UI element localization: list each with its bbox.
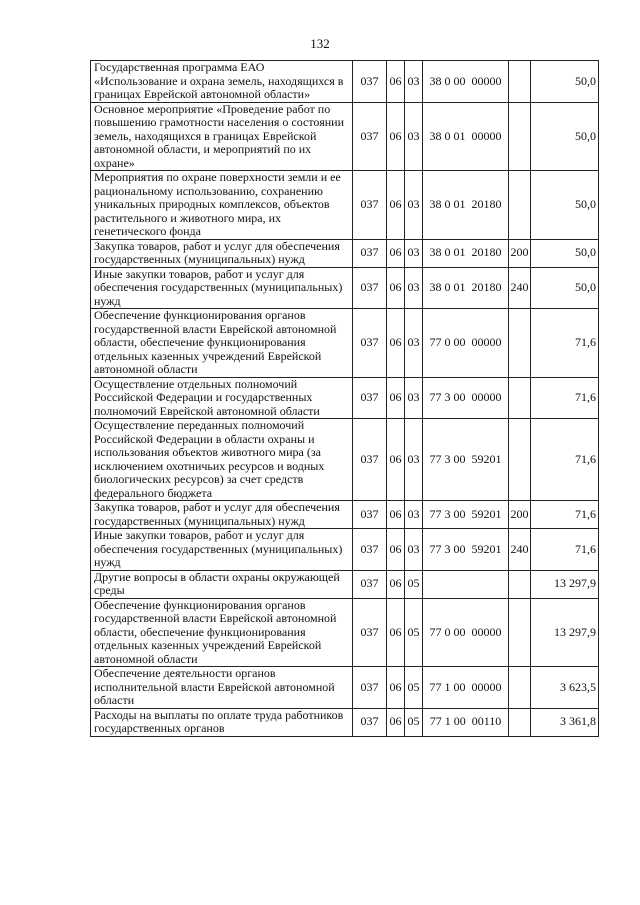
row-csr-cell: 77 0 00 00000	[423, 309, 509, 378]
table-row	[91, 419, 599, 501]
row-pr-cell: 03	[405, 309, 423, 378]
row-vr-cell: 200	[509, 239, 531, 267]
row-vr-cell	[509, 667, 531, 709]
row-vr-cell	[509, 171, 531, 240]
row-vr-cell	[509, 377, 531, 419]
row-pr-cell: 03	[405, 377, 423, 419]
row-amount-cell: 50,0	[531, 171, 599, 240]
row-name-cell: Иные закупки товаров, работ и услуг для обеспечения государственных (муниципальных) нужд	[91, 529, 353, 571]
row-name-cell: Мероприятия по охране поверхности земли и ее рациональному использованию, сохранению уникальных природных комплексов, объектов растительного и животного мира, их генетического фонда	[91, 171, 353, 240]
row-name-cell: Основное мероприятие «Проведение работ по повышению грамотности населения о состоянии земель, находящихся в границах Еврейской автономной области, и мероприятий по их охране»	[91, 102, 353, 171]
row-amount-cell: 71,6	[531, 501, 599, 529]
table-row	[91, 501, 599, 529]
row-amount-cell: 50,0	[531, 267, 599, 309]
row-rz-cell: 06	[387, 267, 405, 309]
table-row	[91, 708, 599, 736]
row-csr-cell: 38 0 00 00000	[423, 61, 509, 103]
row-name-cell: Обеспечение функционирования органов государственной власти Еврейской автономной области, обеспечение функционирования отдельных казенных учреждений Еврейской автономной области	[91, 309, 353, 378]
row-vr-cell	[509, 309, 531, 378]
row-pr-cell: 03	[405, 171, 423, 240]
table-row	[91, 570, 599, 598]
row-amount-cell: 71,6	[531, 309, 599, 378]
row-glv-cell: 037	[353, 570, 387, 598]
row-csr-cell: 77 3 00 00000	[423, 377, 509, 419]
row-glv-cell: 037	[353, 377, 387, 419]
row-csr-cell: 77 3 00 59201	[423, 529, 509, 571]
row-glv-cell: 037	[353, 309, 387, 378]
row-name-cell: Осуществление отдельных полномочий Российской Федерации и государственных полномочий Еврейской автономной области	[91, 377, 353, 419]
row-vr-cell	[509, 598, 531, 667]
row-pr-cell: 03	[405, 501, 423, 529]
row-pr-cell: 03	[405, 267, 423, 309]
row-amount-cell: 50,0	[531, 61, 599, 103]
row-csr-cell: 38 0 01 20180	[423, 267, 509, 309]
row-glv-cell: 037	[353, 501, 387, 529]
row-pr-cell: 05	[405, 667, 423, 709]
table-row	[91, 171, 599, 240]
row-amount-cell: 71,6	[531, 529, 599, 571]
row-glv-cell: 037	[353, 598, 387, 667]
table-row	[91, 267, 599, 309]
row-glv-cell: 037	[353, 419, 387, 501]
row-amount-cell: 71,6	[531, 419, 599, 501]
row-pr-cell: 03	[405, 529, 423, 571]
row-csr-cell: 77 0 00 00000	[423, 598, 509, 667]
row-vr-cell	[509, 102, 531, 171]
row-vr-cell: 240	[509, 267, 531, 309]
row-vr-cell	[509, 570, 531, 598]
row-pr-cell: 03	[405, 102, 423, 171]
budget-table-body	[91, 61, 599, 737]
row-glv-cell: 037	[353, 102, 387, 171]
table-row	[91, 598, 599, 667]
table-row	[91, 377, 599, 419]
row-glv-cell: 037	[353, 171, 387, 240]
row-rz-cell: 06	[387, 501, 405, 529]
row-pr-cell: 03	[405, 419, 423, 501]
row-name-cell: Осуществление переданных полномочий Российской Федерации в области охраны и использования объектов животного мира (за исключением охотничьих ресурсов и водных биологических ресурсов) за счет средств федерального бюджета	[91, 419, 353, 501]
page-number: 132	[310, 36, 330, 51]
row-rz-cell: 06	[387, 570, 405, 598]
row-csr-cell: 77 3 00 59201	[423, 501, 509, 529]
row-amount-cell: 13 297,9	[531, 598, 599, 667]
row-glv-cell: 037	[353, 61, 387, 103]
row-rz-cell: 06	[387, 529, 405, 571]
row-rz-cell: 06	[387, 102, 405, 171]
row-pr-cell: 03	[405, 61, 423, 103]
row-amount-cell: 71,6	[531, 377, 599, 419]
table-row	[91, 667, 599, 709]
row-csr-cell: 38 0 01 00000	[423, 102, 509, 171]
row-vr-cell: 200	[509, 501, 531, 529]
row-name-cell: Расходы на выплаты по оплате труда работников государственных органов	[91, 708, 353, 736]
row-glv-cell: 037	[353, 667, 387, 709]
row-rz-cell: 06	[387, 171, 405, 240]
row-name-cell: Закупка товаров, работ и услуг для обеспечения государственных (муниципальных) нужд	[91, 239, 353, 267]
row-csr-cell: 38 0 01 20180	[423, 239, 509, 267]
row-name-cell: Закупка товаров, работ и услуг для обеспечения государственных (муниципальных) нужд	[91, 501, 353, 529]
row-rz-cell: 06	[387, 419, 405, 501]
row-rz-cell: 06	[387, 61, 405, 103]
table-row	[91, 529, 599, 571]
row-glv-cell: 037	[353, 708, 387, 736]
row-rz-cell: 06	[387, 598, 405, 667]
row-vr-cell	[509, 419, 531, 501]
row-amount-cell: 3 361,8	[531, 708, 599, 736]
table-row	[91, 61, 599, 103]
table-row	[91, 239, 599, 267]
row-csr-cell: 77 1 00 00110	[423, 708, 509, 736]
row-rz-cell: 06	[387, 708, 405, 736]
row-name-cell: Иные закупки товаров, работ и услуг для обеспечения государственных (муниципальных) нужд	[91, 267, 353, 309]
row-name-cell: Другие вопросы в области охраны окружающей среды	[91, 570, 353, 598]
row-vr-cell	[509, 708, 531, 736]
row-csr-cell: 38 0 01 20180	[423, 171, 509, 240]
row-pr-cell: 05	[405, 570, 423, 598]
row-vr-cell	[509, 61, 531, 103]
row-amount-cell: 50,0	[531, 102, 599, 171]
row-name-cell: Обеспечение деятельности органов исполнительной власти Еврейской автономной области	[91, 667, 353, 709]
table-row	[91, 102, 599, 171]
row-name-cell: Государственная программа ЕАО «Использование и охрана земель, находящихся в границах Еврейской автономной области»	[91, 61, 353, 103]
table-row	[91, 309, 599, 378]
row-vr-cell: 240	[509, 529, 531, 571]
row-glv-cell: 037	[353, 529, 387, 571]
row-glv-cell: 037	[353, 239, 387, 267]
row-csr-cell	[423, 570, 509, 598]
row-csr-cell: 77 3 00 59201	[423, 419, 509, 501]
row-pr-cell: 05	[405, 598, 423, 667]
row-pr-cell: 03	[405, 239, 423, 267]
budget-table	[90, 60, 599, 737]
row-glv-cell: 037	[353, 267, 387, 309]
row-pr-cell: 05	[405, 708, 423, 736]
row-csr-cell: 77 1 00 00000	[423, 667, 509, 709]
row-amount-cell: 50,0	[531, 239, 599, 267]
row-amount-cell: 3 623,5	[531, 667, 599, 709]
row-rz-cell: 06	[387, 239, 405, 267]
row-rz-cell: 06	[387, 309, 405, 378]
row-name-cell: Обеспечение функционирования органов государственной власти Еврейской автономной области, обеспечение функционирования отдельных казенных учреждений Еврейской автономной области	[91, 598, 353, 667]
row-rz-cell: 06	[387, 377, 405, 419]
row-amount-cell: 13 297,9	[531, 570, 599, 598]
row-rz-cell: 06	[387, 667, 405, 709]
